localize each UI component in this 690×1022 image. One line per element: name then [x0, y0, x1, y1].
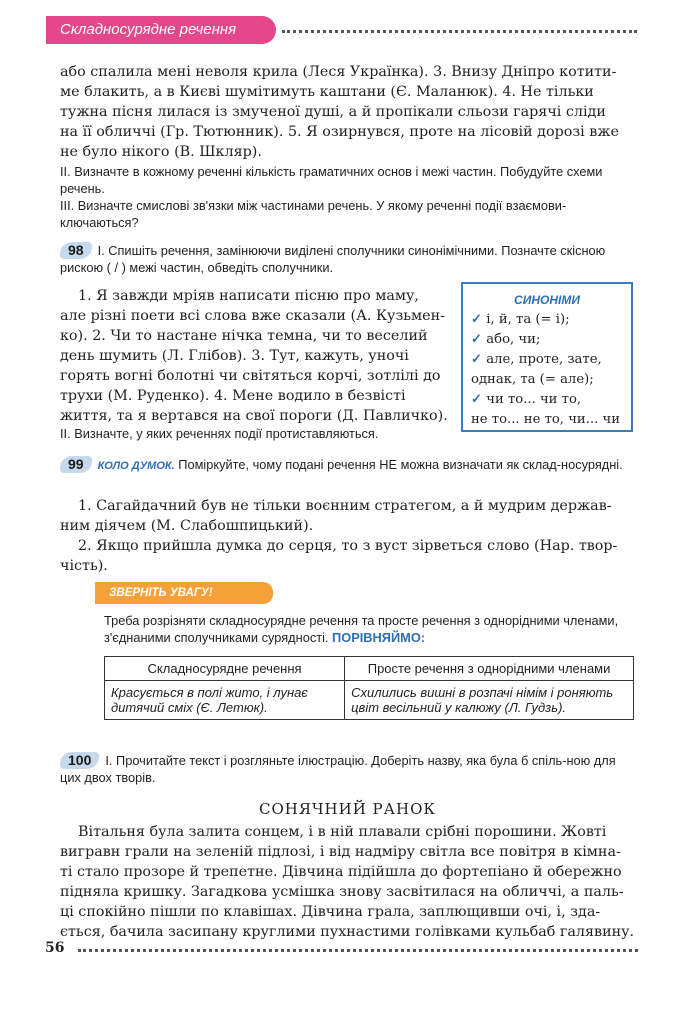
- ex100-line-5: ці спокійно пішли по клавішах. Дівчина грала, заплющивши очі, і, зда-: [60, 904, 601, 920]
- exercise-98-sentences: [60, 286, 450, 426]
- exercise-99-task: [60, 456, 635, 475]
- intro-line-1: або спалила мені неволя крила (Леся Українка). 3. Внизу Дніпро котити-: [60, 64, 617, 80]
- exercise-100-task: [60, 752, 635, 786]
- syn-row-4: однак, та (= але);: [471, 372, 594, 387]
- exercise-99-sentences: [60, 496, 635, 576]
- intro-line-2: ме блакить, а в Києві шумітимуть каштани (Є. Маланюк). 4. Не тільки: [60, 84, 594, 100]
- exercise-100-badge: 100: [60, 752, 99, 769]
- task-3: III. Визначте смислові зв'язки між частинами речень. У якому реченні події взаємови-ключаються?: [60, 198, 567, 230]
- text-title: СОНЯЧНИЙ РАНОК: [258, 800, 436, 818]
- exercise-99-text: Поміркуйте, чому подані речення НЕ можна визначати як склад-носурядні.: [178, 457, 623, 472]
- syn-row-6: не то... не то, чи... чи: [471, 412, 620, 427]
- ex98-line-2: але різні поети всі слова вже сказали (А. Кузьмен-: [60, 308, 445, 324]
- exercise-98-task: [60, 242, 635, 276]
- kolo-dumok-label: КОЛО ДУМОК.: [97, 460, 175, 472]
- check-icon: ✓: [471, 312, 483, 327]
- syn-row-1: і, й, та (= і);: [486, 312, 570, 327]
- exercise-98-text: I. Спишіть речення, замінюючи виділені сполучники синонімічними. Позначте скісною рискою ( / ) межі частин, обведіть сполучники.: [60, 243, 606, 275]
- ex100-line-2: вигравн грали на зеленій підлозі, і від надміру світла все повітря в кімна-: [60, 844, 621, 860]
- exercise-99-badge: 99: [60, 456, 92, 473]
- ex98-line-5: горять вогні болотні чи світяться корчі, зотлілі до: [60, 368, 441, 384]
- ex99-s2b: чість).: [60, 558, 108, 574]
- table-cell-simple: Схилились вишні в розпачі німім і роняють цвіт весільний у калюжу (Л. Гудзь).: [345, 681, 634, 720]
- task-2: II. Визначте в кожному реченні кількість граматичних основ і межі частин. Побудуйте схеми речень.: [60, 164, 603, 196]
- ex99-s2a: 2. Якщо прийшла думка до серця, то з вуст зірветься слово (Нар. твор-: [78, 538, 618, 554]
- page-header: Складносурядне речення: [46, 16, 276, 44]
- table-header-simple: Просте речення з однорідними членами: [345, 657, 634, 681]
- footer-dotted-rule: [78, 949, 638, 952]
- ex98-line-3: ко). 2. Чи то настане нічка темна, чи то веселий: [60, 328, 428, 344]
- attention-body: Треба розрізняти складносурядне речення та просте речення з однорідними членами, з'єднаними сполучниками сурядності.: [104, 613, 619, 645]
- compare-label: ПОРІВНЯЙМО:: [332, 630, 426, 645]
- comparison-table: [104, 656, 634, 720]
- syn-row-3: але, проте, зате,: [486, 352, 602, 367]
- ex98-line-4: день шумить (Л. Глібов). 3. Тут, кажуть, уночі: [60, 348, 409, 364]
- check-icon: ✓: [471, 332, 483, 347]
- intro-line-5: не було нікого (В. Шкляр).: [60, 144, 262, 160]
- page-number: 56: [45, 940, 65, 956]
- attention-banner: ЗВЕРНІТЬ УВАГУ!: [95, 582, 273, 604]
- ex100-line-6: ється, бачила засипану круглими пухнастими голівками кульбаб галявину.: [60, 924, 635, 940]
- ex98-line-1: 1. Я завжди мріяв написати пісню про маму,: [78, 288, 419, 304]
- header-dotted-rule: [282, 30, 637, 33]
- table-header-compound: Складносурядне речення: [105, 657, 345, 681]
- table-cell-compound: Красується в полі жито, і лунає дитячий сміх (Є. Летюк).: [105, 681, 345, 720]
- syn-row-2: або, чи;: [486, 332, 541, 347]
- ex98-line-7: життя, та я вертався на свої пороги (Д. Павличко).: [60, 408, 448, 424]
- ex100-line-1: Вітальня була залита сонцем, і в ній плавали срібні порошини. Жовті: [78, 824, 607, 840]
- exercise-100-text-body: [60, 822, 635, 942]
- exercise-98-task-2: II. Визначте, у яких реченнях події протиставляються.: [60, 426, 379, 441]
- synonyms-box: [461, 282, 633, 432]
- exercise-100-text: I. Прочитайте текст і розгляньте ілюстрацію. Доберіть назву, яка була б спіль-ною для цих двох творів.: [60, 753, 616, 785]
- intro-line-4: на її обличчі (Гр. Тютюнник). 5. Я озирнувся, проте на лісовій дорозі вже: [60, 124, 619, 140]
- intro-paragraph: [60, 62, 635, 162]
- exercise-98-badge: 98: [60, 242, 92, 259]
- intro-line-3: тужна пісня лилася із змученої душі, а й пропікали сльози гарячі сліди: [60, 104, 606, 120]
- ex98-line-6: трухи (М. Руденко). 4. Мене водило в безвісті: [60, 388, 406, 404]
- check-icon: ✓: [471, 352, 483, 367]
- ex100-line-4: підняла кришку. Загадкова усмішка знову засвітилася на обличчі, а паль-: [60, 884, 624, 900]
- ex99-s1b: ним діячем (М. Слабошпицький).: [60, 518, 314, 534]
- ex99-s1a: 1. Сагайдачний був не тільки воєнним стратегом, а й мудрим держав-: [78, 498, 612, 514]
- ex100-line-3: ті стало прозоре й трепетне. Дівчина підійшла до фортепіано й обережно: [60, 864, 622, 880]
- synonyms-title: СИНОНІМИ: [514, 293, 580, 307]
- check-icon: ✓: [471, 392, 483, 407]
- attention-text: [104, 612, 634, 646]
- syn-row-5: чи то... чи то,: [486, 392, 582, 407]
